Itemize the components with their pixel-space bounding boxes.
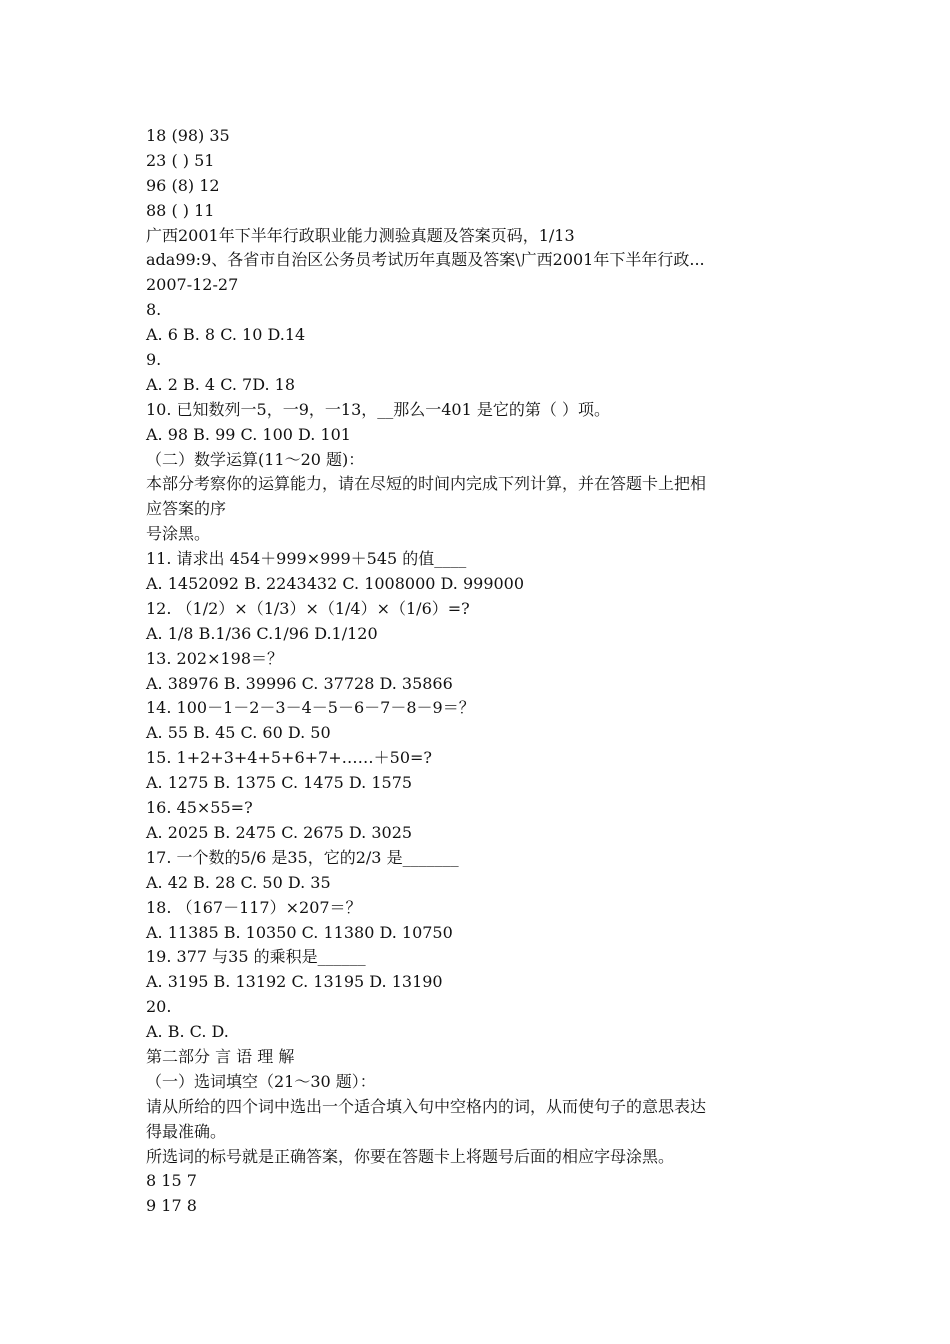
text-line: 2007-12-27 — [146, 275, 239, 295]
text-line: 23 ( ) 51 — [146, 150, 215, 170]
text-line: 8 15 7 — [146, 1171, 197, 1191]
text-line: 18 (98) 35 — [146, 126, 230, 145]
text-line: 应答案的序 — [146, 499, 227, 519]
question-line: 17. 一个数的5/6 是35，它的2/3 是_______ — [146, 847, 459, 867]
question-line: 12. （1/2）×（1/3）×（1/4）×（1/6）=? — [146, 598, 470, 618]
text-line: A. 2 B. 4 C. 7D. 18 — [146, 374, 295, 394]
options-line: A. 42 B. 28 C. 50 D. 35 — [146, 872, 331, 892]
options-line: A. 3195 B. 13192 C. 13195 D. 13190 — [146, 972, 443, 992]
options-line: A. 11385 B. 10350 C. 11380 D. 10750 — [146, 922, 453, 942]
options-line: A. 1452092 B. 2243432 C. 1008000 D. 999000 — [146, 574, 525, 594]
question-line: 15. 1+2+3+4+5+6+7+……＋50=? — [146, 748, 432, 768]
question-line: 18. （167－117）×207＝？ — [146, 897, 362, 917]
section-heading: 第二部分 言 语 理 解 — [146, 1046, 295, 1066]
options-line: A. B. C. D. — [146, 1022, 229, 1042]
document-page — [146, 124, 826, 1219]
options-line: A. 1/8 B.1/36 C.1/96 D.1/120 — [146, 623, 378, 643]
text-line: 号涂黑。 — [146, 524, 211, 544]
text-line: 96 (8) 12 — [146, 175, 220, 195]
text-line: ada99:9、各省市自治区公务员考试历年真题及答案\广西2001年下半年行政... — [146, 250, 705, 270]
text-line: 8. — [146, 300, 162, 320]
text-line: A. 6 B. 8 C. 10 D.14 — [146, 325, 306, 345]
text-line: 广西2001年下半年行政职业能力测验真题及答案页码，1/13 — [146, 225, 575, 245]
section-heading: （二）数学运算(11～20 题)： — [146, 449, 365, 469]
text-line: A. 98 B. 99 C. 100 D. 101 — [146, 424, 351, 444]
options-line: A. 1275 B. 1375 C. 1475 D. 1575 — [146, 773, 413, 793]
text-line: 请从所给的四个词中选出一个适合填入句中空格内的词，从而使句子的意思表达 — [146, 1096, 707, 1116]
question-line: 16. 45×55=? — [146, 798, 253, 818]
section-heading: （一）选词填空（21～30 题）： — [146, 1071, 376, 1091]
question-line: 13. 202×198＝？ — [146, 648, 284, 668]
text-line: 9 17 8 — [146, 1196, 197, 1216]
question-line: 11. 请求出 454＋999×999＋545 的值____ — [146, 549, 467, 569]
question-line: 20. — [146, 997, 172, 1017]
text-line: 本部分考察你的运算能力，请在尽短的时间内完成下列计算，并在答题卡上把相 — [146, 474, 707, 494]
options-line: A. 2025 B. 2475 C. 2675 D. 3025 — [146, 822, 413, 842]
question-line: 14. 100－1－2－3－4－5－6－7－8－9＝？ — [146, 698, 475, 718]
text-line: 所选词的标号就是正确答案，你要在答题卡上将题号后面的相应字母涂黑。 — [146, 1146, 675, 1166]
text-line: 88 ( ) 11 — [146, 200, 215, 220]
options-line: A. 55 B. 45 C. 60 D. 50 — [146, 723, 331, 743]
question-line: 19. 377 与35 的乘积是______ — [146, 947, 366, 967]
text-line: 得最准确。 — [146, 1121, 227, 1141]
text-line: 9. — [146, 350, 162, 370]
text-line: 10. 已知数列一5，一9，一13，__那么一401 是它的第（ ）项。 — [146, 399, 610, 419]
options-line: A. 38976 B. 39996 C. 37728 D. 35866 — [146, 673, 453, 693]
